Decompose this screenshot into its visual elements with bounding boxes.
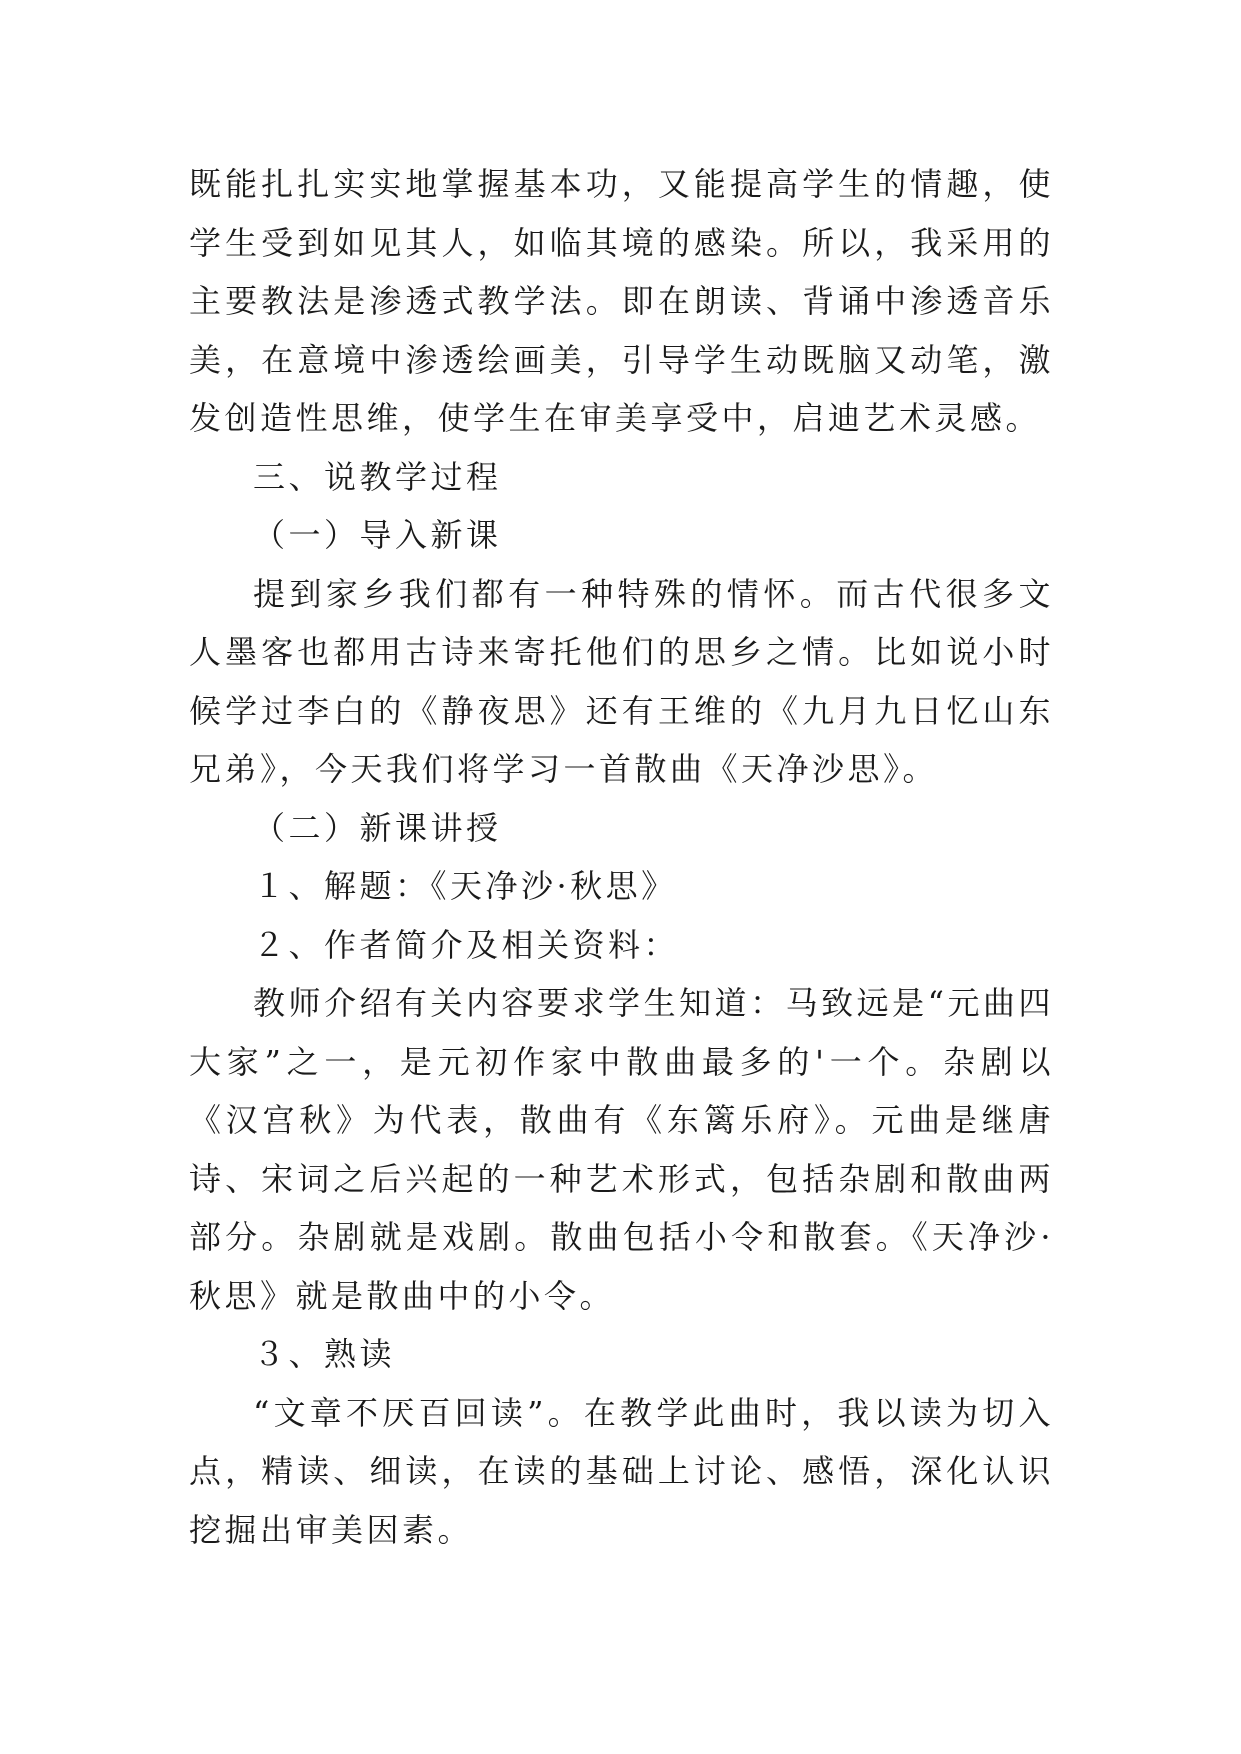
item-title-explanation: １、解题：《天净沙·秋思》 — [253, 867, 677, 905]
item-author-introduction: ２、作者简介及相关资料： — [253, 925, 680, 964]
paragraph-reading: “文章不厌百回读”。在教学此曲时，我以读为切入点，精读、细读，在读的基础上讨论、感悟，深化认识挖掘出审美因素。 — [189, 1393, 1054, 1549]
document-body — [189, 155, 1054, 1559]
subheading-new-lesson: （二）新课讲授 — [253, 808, 502, 847]
paragraph-author-details: 教师介绍有关内容要求学生知道：马致远是“元曲四大家”之一，是元初作家中散曲最多的'一个。杂剧以《汉宫秋》为代表，散曲有《东篱乐府》。元曲是继唐诗、宋词之后兴起的一种艺术形式，包括杂剧和散曲两部分。杂剧就是戏剧。散曲包括小令和散套。《天净沙·秋思》就是散曲中的小令。 — [189, 984, 1054, 1315]
paragraph-continuation: 既能扎扎实实地掌握基本功，又能提高学生的情趣，使学生受到如见其人，如临其境的感染。所以，我采用的主要教法是渗透式教学法。即在朗读、背诵中渗透音乐美，在意境中渗透绘画美，引导学生动既脑又动笔，激发创造性思维，使学生在审美享受中，启迪艺术灵感。 — [189, 165, 1054, 437]
paragraph-introduction: 提到家乡我们都有一种特殊的情怀。而古代很多文人墨客也都用古诗来寄托他们的思乡之情。比如说小时候学过李白的《静夜思》还有王维的《九月九日忆山东兄弟》，今天我们将学习一首散曲《天净沙思》。 — [189, 574, 1054, 788]
item-reading: ３、熟读 — [253, 1335, 396, 1373]
section-heading-teaching-process: 三、说教学过程 — [253, 457, 502, 496]
subheading-introduction: （一）导入新课 — [253, 516, 502, 554]
